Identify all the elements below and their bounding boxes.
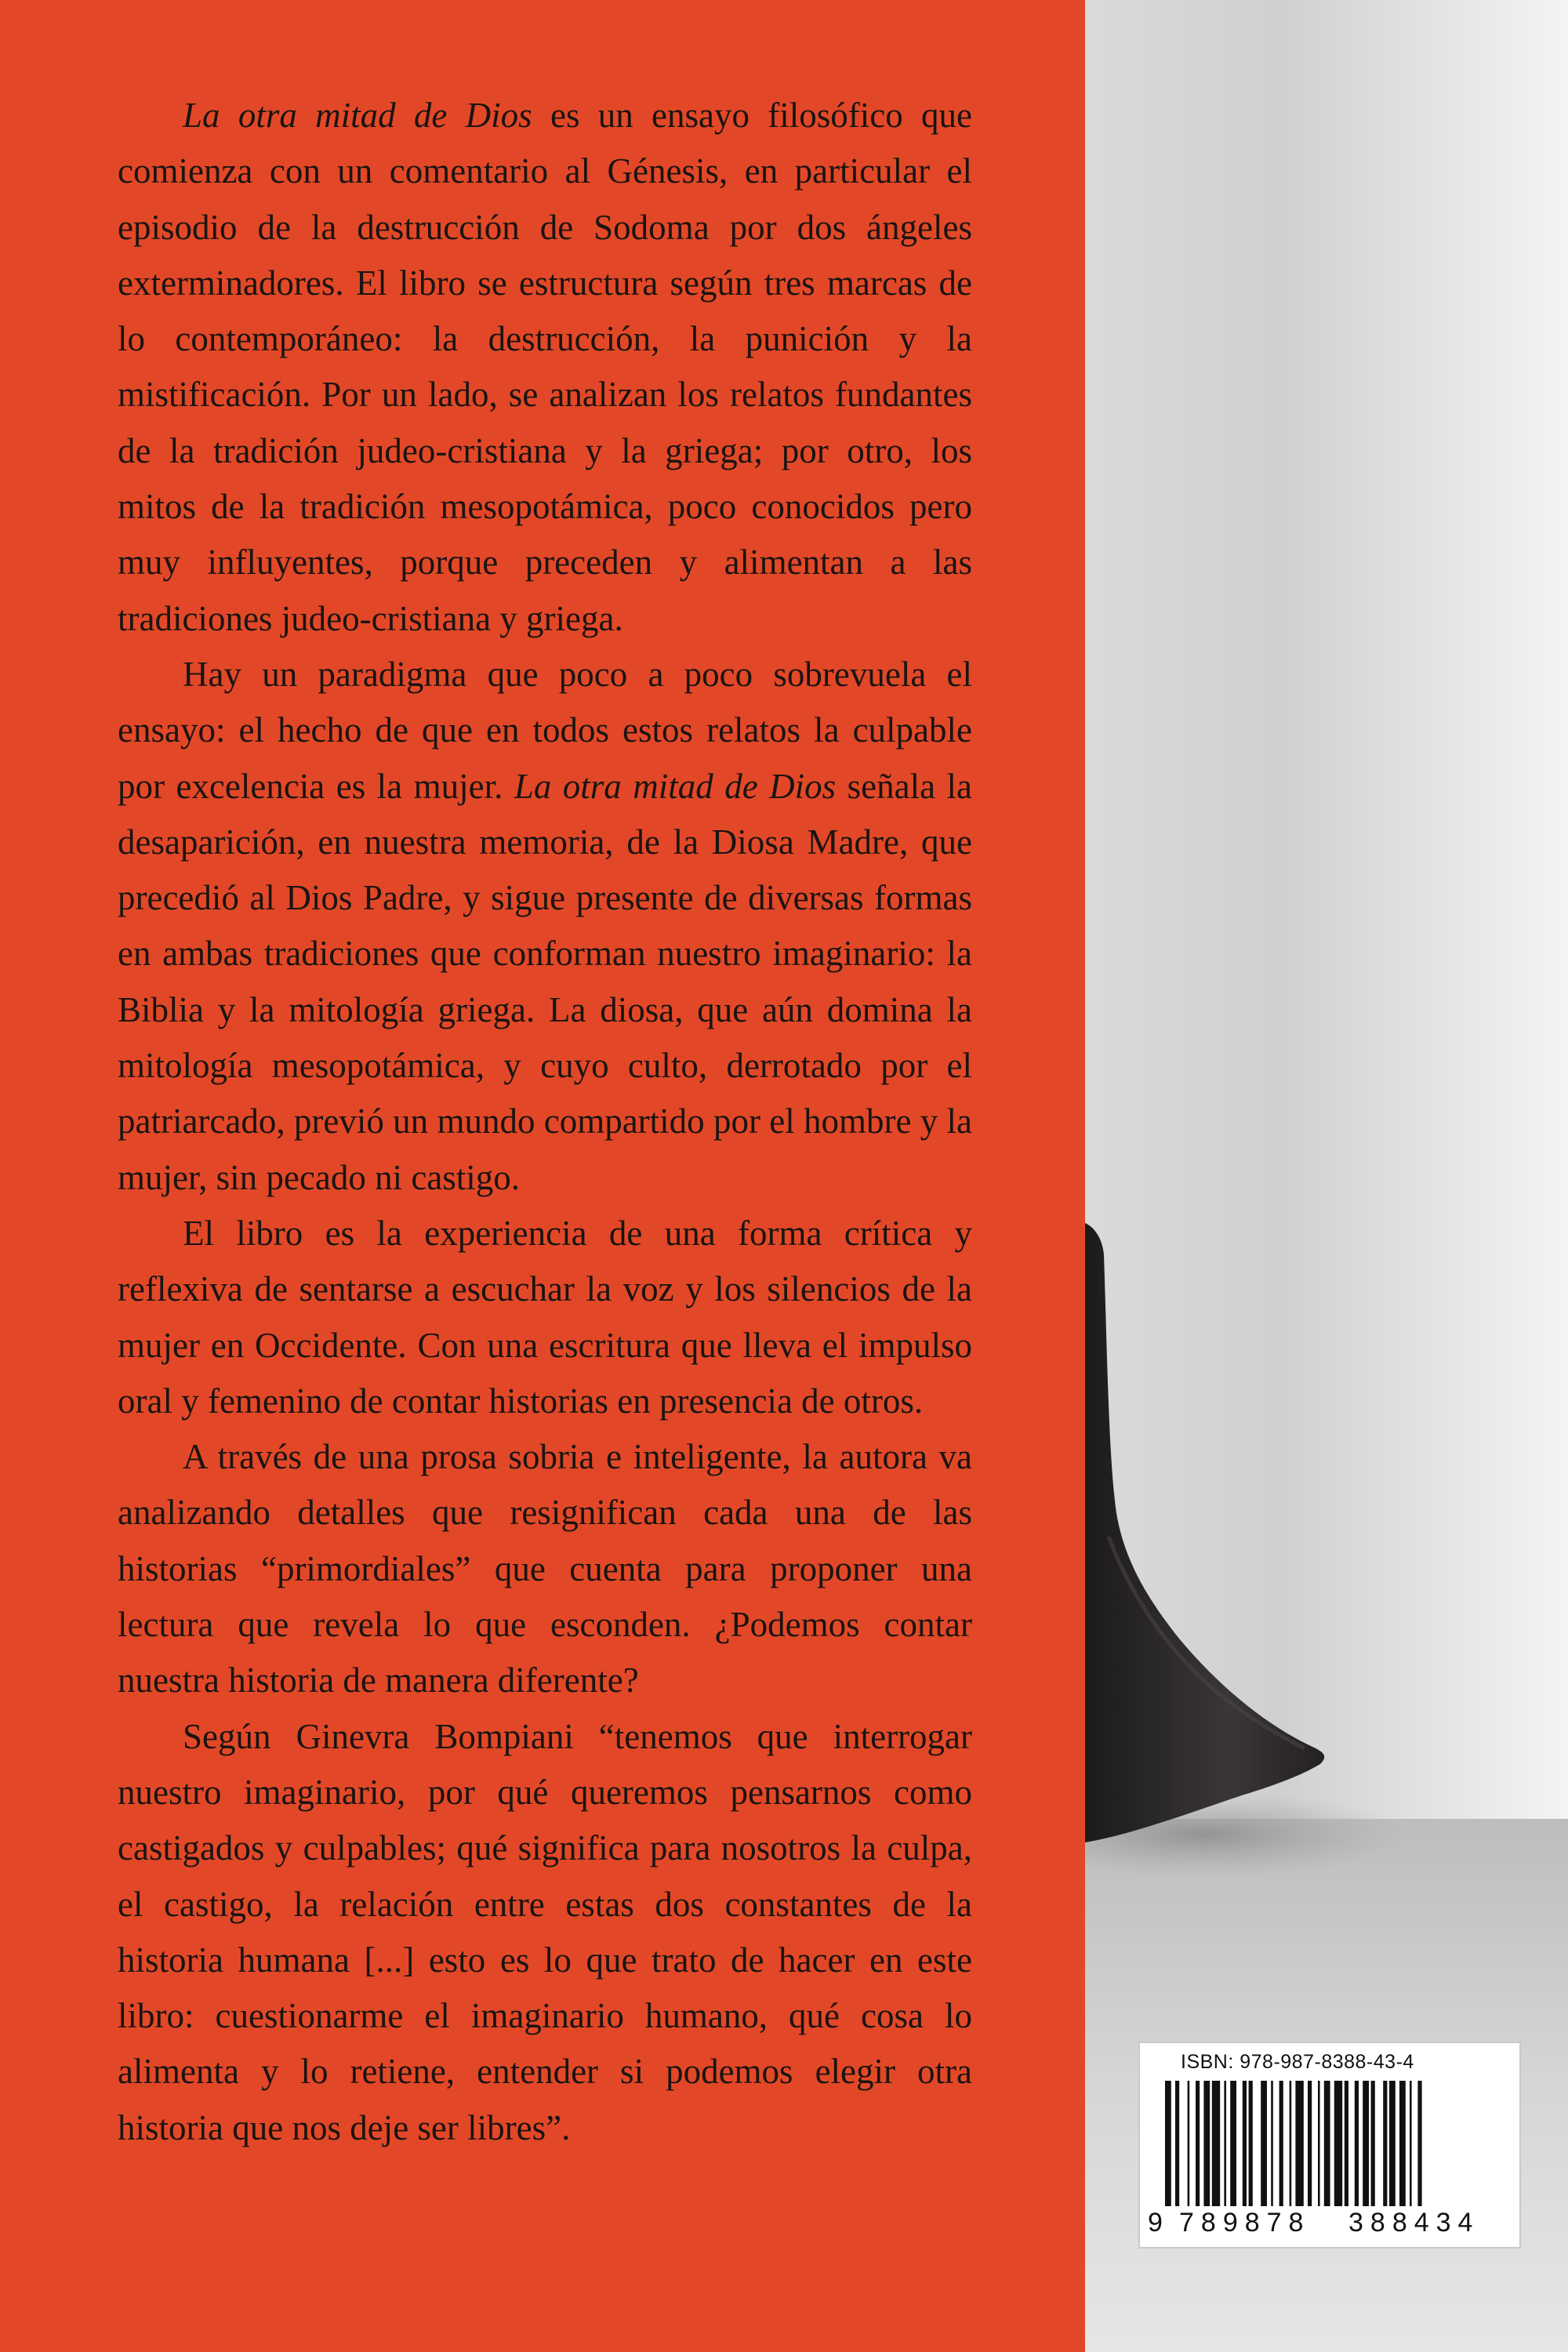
paragraph-1-text: es un ensayo filosófico que comienza con un comentario al Génesis, en particular el episodio de la destrucción de Sodoma por dos ángeles exterminadores. El libro se estructura según tres marcas de lo contemporáneo: la destrucción, la punición y la mistificación. Por un lado, se analizan los relatos fundantes de la tradición judeo-cristiana y la griega; por otro, los mitos de la tradición mesopotámica, poco conocidos pero muy influyentes, porque preceden y alimentan a las tradiciones judeo-cristiana y griega. — [118, 96, 973, 638]
isbn-digit-first: 9 — [1148, 2208, 1163, 2238]
barcode-bar — [1345, 2081, 1348, 2206]
isbn-digits-left: 789878 — [1179, 2208, 1311, 2238]
barcode-bar — [1224, 2081, 1226, 2206]
synopsis-text — [118, 88, 972, 2156]
paragraph-3: El libro es la experiencia de una forma crítica y reflexiva de sentarse a escuchar la voz y los silencios de la mujer en Occidente. Con una escritura que lleva el impulso oral y femenino de contar historias en presencia de otros. — [118, 1213, 972, 1421]
barcode-bar — [1243, 2081, 1247, 2206]
barcode-bar — [1290, 2081, 1292, 2206]
barcode-bar — [1363, 2081, 1369, 2206]
barcode-bar — [1334, 2081, 1342, 2206]
barcode-bar — [1175, 2081, 1179, 2206]
barcode-bar — [1417, 2081, 1421, 2206]
paragraph-2-before: Hay un paradigma que poco a poco sobrevuela el ensayo: el hecho de que en todos estos relatos la culpable por excelencia es la mujer. — [118, 654, 972, 806]
isbn-digits — [1148, 2208, 1516, 2242]
barcode-bar — [1188, 2081, 1190, 2206]
cover-photo — [1085, 0, 1568, 2352]
paragraph-4: A través de una prosa sobria e inteligente, la autora va analizando detalles que resignifican cada una de las historias “primordiales” que cuenta para proponer una lectura que revela lo que esconden. ¿Podemos contar nuestra historia de manera diferente? — [118, 1437, 972, 1700]
barcode-bar — [1295, 2081, 1303, 2206]
barcode-bar — [1389, 2081, 1396, 2206]
paragraph-2-after: señala la desaparición, en nuestra memoria, de la Diosa Madre, que precedió al Dios Padre, y sigue presente de diversas formas en ambas tradiciones que conforman nuestro imaginario: la Biblia y la mitología griega. La diosa, que aún domina la mitología mesopotámica, y cuyo culto, derrotado por el patriarcado, previó un mundo compartido por el hombre y la mujer, sin pecado ni castigo. — [118, 766, 972, 1197]
barcode-bar — [1399, 2081, 1406, 2206]
book-title-italic-inline: La otra mitad de Dios — [514, 766, 837, 806]
barcode-bar — [1203, 2081, 1210, 2206]
barcode-bar — [1318, 2081, 1320, 2206]
paragraph-2 — [118, 647, 972, 1206]
barcode-bar — [1165, 2081, 1171, 2206]
paragraph-5: Según Ginevra Bompiani “tenemos que interrogar nuestro imaginario, por qué queremos pensarnos como castigados y culpables; qué significa para nosotros la culpa, el castigo, la relación entre estas dos constantes de la historia humana [...] esto es lo que trato de hacer en este libro: cuestionarme el imaginario humano, qué cosa lo alimenta y lo retiene, entender si podemos elegir otra historia que nos deje ser libres”. — [118, 1716, 972, 2147]
barcode-bar — [1355, 2081, 1359, 2206]
barcode — [1138, 2042, 1521, 2249]
paragraph-1 — [118, 88, 972, 647]
barcode-bar — [1212, 2081, 1220, 2206]
barcode-bar — [1383, 2081, 1387, 2206]
barcode-bar — [1279, 2081, 1283, 2206]
isbn-digits-right: 388434 — [1348, 2208, 1480, 2238]
isbn-label: ISBN: 978-987-8388-43-4 — [1181, 2051, 1414, 2073]
barcode-bar — [1230, 2081, 1236, 2206]
barcode-bar — [1196, 2081, 1200, 2206]
barcode-bar — [1271, 2081, 1273, 2206]
dark-object-icon — [1085, 0, 1568, 2352]
barcode-bar — [1261, 2081, 1267, 2206]
book-title-italic: La otra mitad de Dios — [183, 96, 532, 135]
barcode-bar — [1308, 2081, 1312, 2206]
barcode-bar — [1371, 2081, 1375, 2206]
barcode-bar — [1410, 2081, 1412, 2206]
barcode-bars — [1165, 2081, 1502, 2219]
barcode-bar — [1324, 2081, 1330, 2206]
barcode-bar — [1249, 2081, 1253, 2206]
